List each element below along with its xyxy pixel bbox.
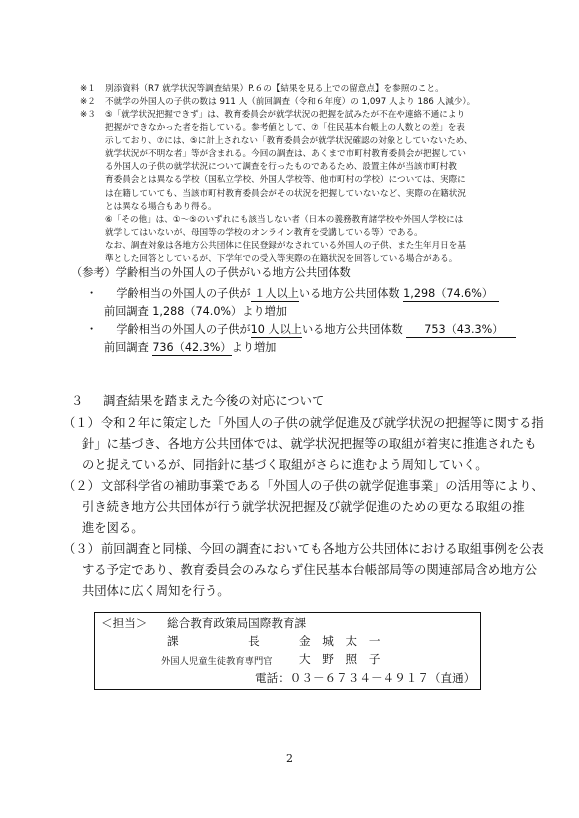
contact-phone: 電話：０３－６７３４－４９１７（直通） — [255, 671, 476, 685]
note-mark: ※１ — [80, 84, 96, 94]
page-number: 2 — [286, 752, 293, 765]
section-item-line: のと捉えているが、同指針に基づく取組がさらに進むよう周知していく。 — [82, 458, 488, 472]
reference-item-2-previous — [104, 340, 276, 356]
item-middle: いる地方公共団体数 — [301, 323, 403, 336]
note-line: 示しており、⑦には、⑤に計上されない「教育委員会が就学状況確認の対象としていないため、 — [105, 136, 473, 147]
note-line: 把握ができなかった者を指している。参考値として、⑦「住民基本台帳上の人数との差」を表 — [105, 123, 465, 134]
section-item-line: 引き続き地方公共団体が行う就学状況把握及び就学促進のための更なる取組の推 — [82, 500, 525, 514]
previous-prefix: 前回調査 — [104, 341, 153, 354]
note-line: なお、調査対象は各地方公共団体に住民登録がなされている外国人の子供、また生年月日を基 — [105, 240, 466, 251]
section-item-num-1: （１） — [63, 416, 100, 430]
section-item-line: する予定であり、教育委員会のみならず住民基本台帳部局等の関連部局含め地方公 — [82, 563, 537, 577]
reference-item-2 — [86, 322, 516, 338]
item-middle: いる地方公共団体数 — [298, 287, 400, 300]
contact-department: 総合教育政策局国際教育課 — [167, 616, 307, 630]
item-value: 753（43.3%） — [406, 323, 515, 338]
note-line: 就学状況が不明な者」等が含まれる。今回の調査は、あくまで市町村教育委員会が把握してい — [105, 149, 466, 160]
contact-name-2: 大 野 照 子 — [299, 652, 385, 666]
previous-value: 736（42.3%） — [152, 341, 232, 354]
note-mark: ※３ — [80, 110, 96, 120]
note-line: 育委員会とは異なる学校（国私立学校、外国人学校等、他市町村の学校）については、実際に — [105, 175, 466, 186]
contact-title-1: 課 長 — [167, 634, 260, 648]
contact-name-1: 金 城 太 一 — [299, 634, 385, 648]
note-line: る外国人の子供の就学状況について調査を行ったものであるため、設置主体が当該市町村教 — [105, 162, 457, 173]
note-2 — [80, 96, 530, 109]
contact-title-2: 外国人児童生徒教育専門官 — [161, 656, 273, 667]
note-line: は在籍していても、当該市町村教育委員会がその状況を把握していないなど、実際の在籍状況 — [105, 188, 466, 199]
threshold: 10 人以上 — [250, 323, 302, 336]
section-item-num-2: （２） — [63, 479, 100, 493]
section-item-line: 進を図る。 — [82, 521, 144, 535]
bullet: ・ — [86, 287, 98, 300]
threshold: １人以上 — [250, 287, 299, 300]
reference-item-1-previous: 前回調査 1,288（74.0%）より増加 — [104, 305, 287, 318]
note-3 — [80, 109, 530, 266]
bullet: ・ — [86, 323, 98, 336]
note-1 — [80, 83, 530, 96]
note-line: 準とした回答としているが、下学年での受入等実際の在籍状況を回答している場合がある。 — [105, 254, 458, 265]
item-prefix: 学齢相当の外国人の子供が — [116, 323, 251, 336]
item-value: 1,298（74.6%） — [403, 287, 499, 302]
note-line: ⑤「就学状況把握できず」は、教育委員会が就学状況の把握を試みたが不在や連絡不通により — [105, 110, 466, 120]
note-line: 不就学の外国人の子供の数は 911 人（前回調査（令和６年度）の 1,097 人より 186 人減少）。 — [105, 97, 476, 107]
section-title: 調査結果を踏まえた今後の対応について — [103, 394, 325, 408]
contact-box — [94, 612, 481, 690]
item-prefix: 学齢相当の外国人の子供が — [116, 287, 251, 300]
section-heading — [71, 393, 324, 410]
reference-heading: （参考）学齢相当の外国人の子供がいる地方公共団体数 — [71, 266, 351, 279]
previous-suffix: より増加 — [231, 341, 277, 354]
section-number: ３ — [71, 394, 84, 408]
section-item-line: 文部科学省の補助事業である「外国人の子供の就学促進事業」の活用等により、 — [101, 479, 544, 493]
note-line: 別添資料（R7 就学状況等調査結果）P.６の【結果を見る上での留意点】を参照のこと。 — [105, 84, 444, 94]
note-line: ⑥「その他」は、①～⑤のいずれにも該当しない者（日本の義務教育諸学校や外国人学校には — [105, 214, 464, 225]
section-item-line: 前回調査と同様、今回の調査においても各地方公共団体における取組事例を公表 — [101, 542, 544, 556]
section-item-line: 共団体に広く周知を行う。 — [82, 584, 230, 598]
note-line: 就学してはいないが、母国等の学校のオンライン教育を受講している等）である。 — [105, 227, 423, 238]
contact-label: ＜担当＞ — [101, 616, 148, 630]
note-mark: ※２ — [80, 97, 96, 107]
note-line: とは異なる場合もあり得る。 — [105, 201, 217, 212]
section-item-num-3: （３） — [63, 542, 100, 556]
reference-item-1 — [86, 286, 499, 302]
section-item-line: 令和２年に策定した「外国人の子供の就学促進及び就学状況の把握等に関する指 — [101, 416, 544, 430]
section-item-line: 針」に基づき、各地方公共団体では、就学状況把握等の取組が着実に推進されたも — [82, 437, 537, 451]
